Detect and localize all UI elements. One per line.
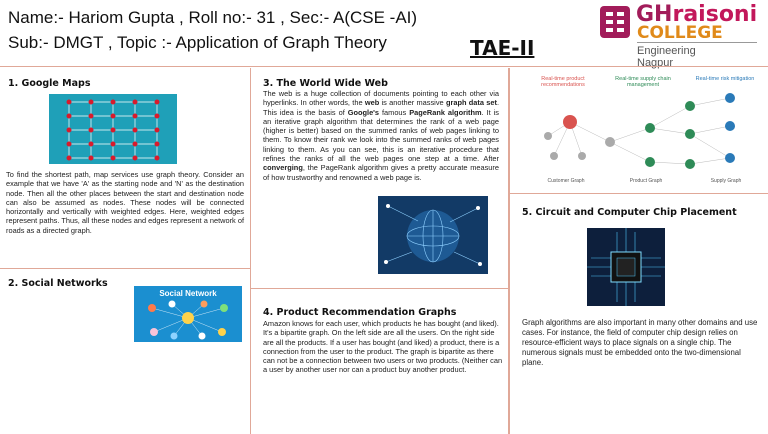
section-5-title: 5. Circuit and Computer Chip Placement [522,207,737,218]
s3-text-a: The web is a huge collection of documents pointing to each other via hyperlinks. In other words, the [263,89,499,108]
section-4-title: 4. Product Recommendation Graphs [263,307,457,318]
s3-converging: converging [263,163,303,173]
tae-label: TAE-II [470,36,535,60]
section-4-body: Amazon knows for each user, which products he has bought (and liked). It's a bipartite graph. On the left side are all the users. On the right side are all the products. If a user has bought (and liked) a product, there is a connection from the user to the product. The graph is bipartite as there can not be a connection between two users or two products. (Neither can a user by another user nor can a product buy another product. [263,319,503,375]
header-line-1: Name:- Hariom Gupta , Roll no:- 31 , Sec:- A(CSE -AI) [8,8,418,27]
graph-caption-3: Supply Graph [710,178,742,184]
header-rule [0,66,768,67]
section-1-body: To find the shortest path, map services use graph theory. Consider an example that we have 'A' as the starting node and 'N' as the destination node. Then all the other places between the start and destination node can also be assumed as nodes. These nodes will be connected horizontally and vertically with weighted edges. Here, weighted edges represent paths. Thus, all these nodes and edges represent a network of roads as a directed graph. [6,170,244,235]
s3-text-b: is another massive [379,98,446,108]
social-network-image-label: Social Network [159,289,217,298]
graph-caption-1: Customer Graph [547,178,585,184]
s3-google: Google's [347,107,380,117]
logo-divider [637,42,757,43]
s3-pagerank: PageRank algorithm [409,107,482,117]
logo-gh: GH [636,2,673,27]
section-2-title: 2. Social Networks [8,278,108,289]
raisoni-logo-icon [598,4,632,40]
google-maps-graph-image [49,94,177,164]
web-network-image [378,196,488,274]
header-line-2: Sub:- DMGT , Topic :- Application of Graph Theory [8,33,387,52]
graph-label-1: Real-time product recommendations [541,76,585,88]
s3-text-f: , the PageRank algorithm gives a pretty accurate measure of how trustworthy and renowned a web page is. [263,163,499,182]
s3-text-e: . It is an iterative graph algorithm that determines the rank of a web page (higher is better) based on the summed ranks of web pages linking to them. To know their rank we look into the summed ranks of web pages linking to them. As you can see, this is an iterative procedure that refines the ranks of all the web pages one step at a time. After [263,107,499,164]
s3-web: web [364,98,380,108]
s3-text-d: famous [379,107,410,117]
s3-text-c: . This idea is the basis of [263,98,499,117]
section-3-body [263,89,499,182]
social-network-image [134,286,242,342]
logo-city: Nagpur [637,57,674,69]
graph-caption-2: Product Graph [629,178,663,184]
section-3-title: 3. The World Wide Web [263,78,388,89]
section-1-title: 1. Google Maps [8,78,91,89]
bipartite-graph-image [530,76,762,188]
s3-graph-data-set: graph data set [445,98,497,108]
section-5-body: Graph algorithms are also important in many other domains and use cases. For instance, the field of computer chip design relies on resource-efficient ways to place signals on a single chip. The numerous signals must be embedded onto the two-dimensional plane. [522,318,758,367]
graph-label-3: Real-time risk mitigation [695,76,755,82]
graph-label-2: Real-time supply chain management [615,76,671,88]
logo-raisoni: raisoni [672,2,758,27]
computer-chip-image [587,228,665,306]
logo-college: COLLEGE [637,23,723,43]
logo-engineering: Engineering [637,45,696,57]
